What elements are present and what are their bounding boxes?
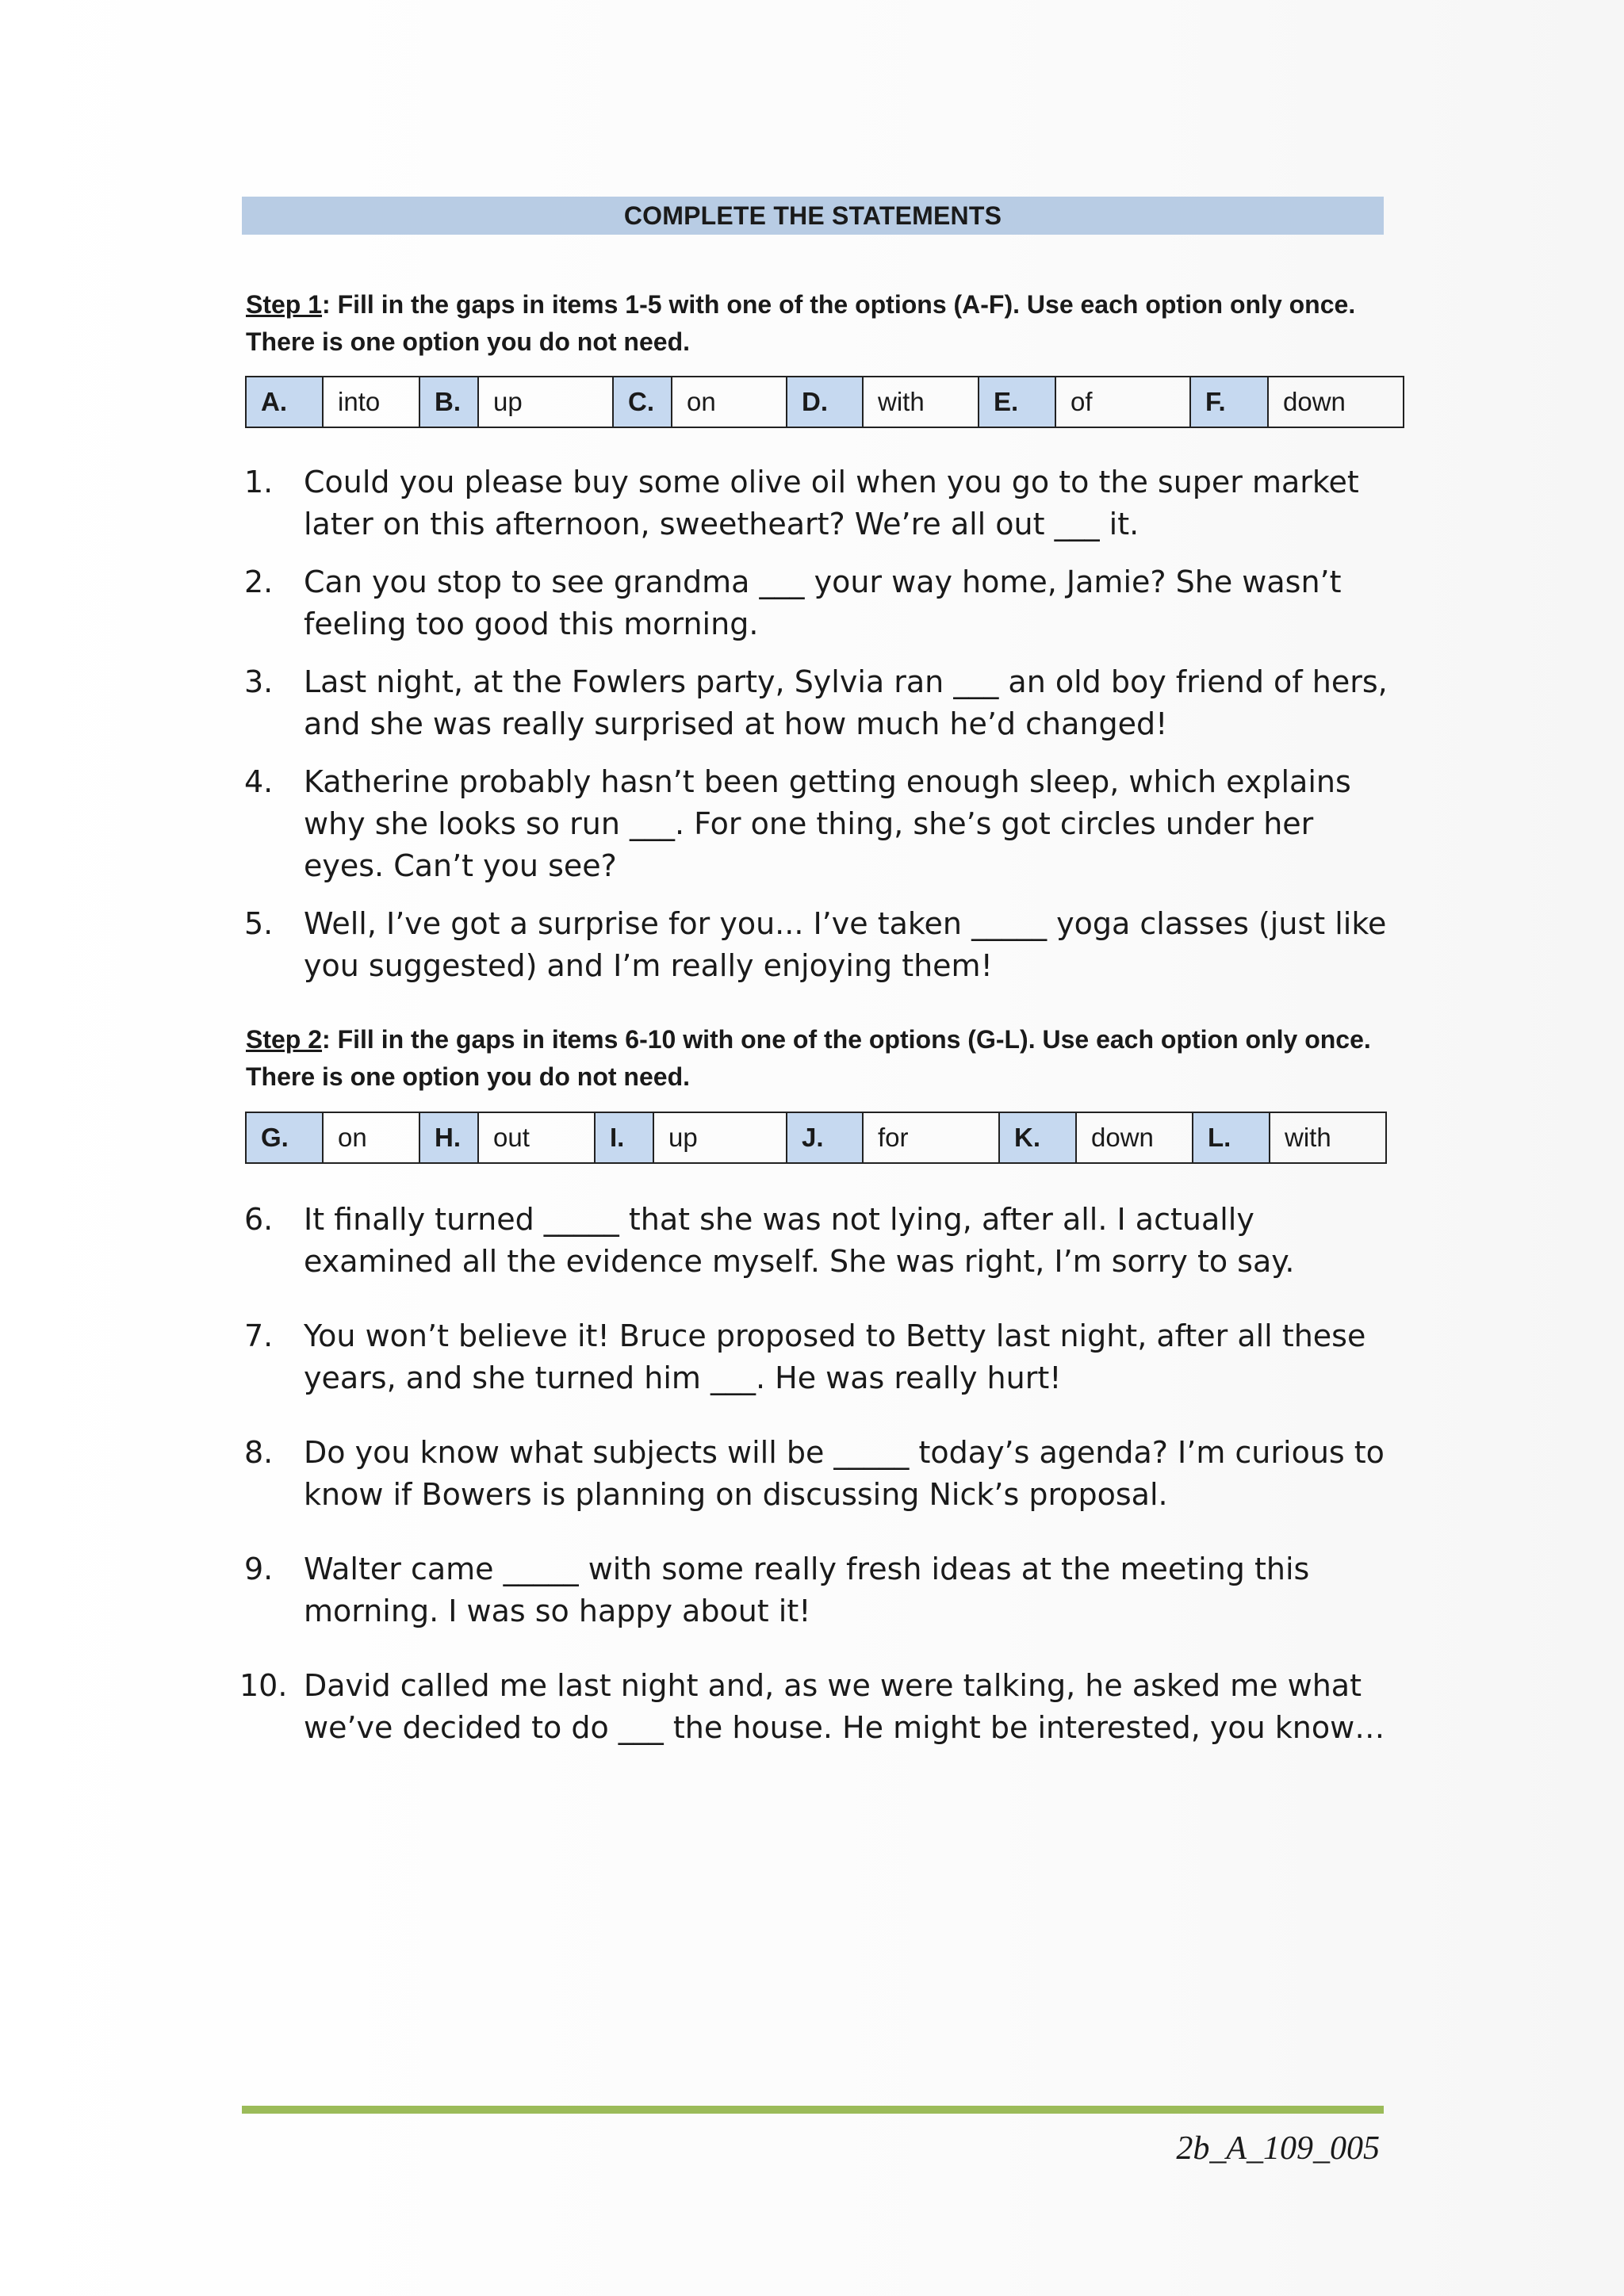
item-number: 7. <box>244 1318 274 1353</box>
item-text: It finally turned _____ that she was not lying, after all. I actually examined all the evidence myself. She was right, I’m sorry to say. <box>304 1202 1295 1279</box>
option-word: for <box>863 1112 999 1163</box>
item-number: 6. <box>244 1202 274 1237</box>
list-item <box>242 1548 1400 1632</box>
item-number: 8. <box>244 1435 274 1470</box>
step1-options-table <box>245 376 1404 428</box>
options-row <box>246 377 1404 427</box>
option-letter: E. <box>979 377 1055 427</box>
list-item <box>242 761 1400 887</box>
option-letter: G. <box>246 1112 323 1163</box>
step1-label: Step 1 <box>246 290 323 319</box>
list-item <box>242 561 1400 645</box>
item-text: You won’t believe it! Bruce proposed to Betty last night, after all these years, and she turned him ___. He was really hurt! <box>304 1318 1366 1395</box>
option-letter: F. <box>1190 377 1268 427</box>
option-letter: B. <box>419 377 478 427</box>
option-word: of <box>1055 377 1190 427</box>
list-item <box>239 1665 1400 1749</box>
step2-options-table <box>245 1112 1387 1164</box>
list-item <box>242 461 1400 545</box>
item-number: 2. <box>244 564 274 599</box>
list-item <box>242 1315 1400 1399</box>
option-word: out <box>478 1112 595 1163</box>
option-word: up <box>478 377 613 427</box>
step1-instruction <box>246 286 1396 361</box>
item-text: Last night, at the Fowlers party, Sylvia ran ___ an old boy friend of hers, and she was really surprised at how much he’d changed! <box>304 664 1388 741</box>
step2-label: Step 2 <box>246 1025 323 1054</box>
option-word: on <box>323 1112 419 1163</box>
option-word: on <box>672 377 787 427</box>
item-number: 4. <box>244 764 274 799</box>
option-letter: D. <box>787 377 863 427</box>
options-row <box>246 1112 1386 1163</box>
list-item <box>242 1199 1400 1283</box>
item-number: 5. <box>244 906 274 941</box>
option-letter: C. <box>613 377 672 427</box>
option-word: with <box>863 377 979 427</box>
step1-text: : Fill in the gaps in items 1-5 with one of the options (A-F). Use each option only once. There is one option you do not need. <box>246 290 1356 356</box>
item-text: Walter came _____ with some really fresh ideas at the meeting this morning. I was so happy about it! <box>304 1552 1310 1628</box>
step2-items <box>239 1199 1400 1749</box>
option-letter: K. <box>999 1112 1076 1163</box>
list-item <box>242 1432 1400 1516</box>
item-text: Katherine probably hasn’t been getting enough sleep, which explains why she looks so run ___. For one thing, she’s got circles under her eyes. Can’t you see? <box>304 764 1351 883</box>
option-word: up <box>653 1112 787 1163</box>
option-letter: I. <box>595 1112 653 1163</box>
step1-items <box>242 461 1400 987</box>
option-word: down <box>1076 1112 1193 1163</box>
item-text: Can you stop to see grandma ___ your way home, Jamie? She wasn’t feeling too good this morning. <box>304 564 1342 641</box>
document-code: 2b_A_109_005 <box>1176 2130 1380 2167</box>
page-title: COMPLETE THE STATEMENTS <box>242 197 1384 235</box>
item-number: 3. <box>244 664 274 699</box>
option-letter: A. <box>246 377 323 427</box>
item-text: Could you please buy some olive oil when you go to the super market later on this afternoon, sweetheart? We’re all out ___ it. <box>304 465 1359 541</box>
item-text: Well, I’ve got a surprise for you... I’ve taken _____ yoga classes (just like you suggested) and I’m really enjoying them! <box>304 906 1387 983</box>
footer-divider <box>242 2106 1384 2114</box>
item-number: 9. <box>244 1552 274 1586</box>
step2-text: : Fill in the gaps in items 6-10 with one of the options (G-L). Use each option only once. There is one option you do not need. <box>246 1025 1371 1091</box>
step2-instruction <box>246 1021 1396 1096</box>
option-letter: L. <box>1193 1112 1270 1163</box>
item-number: 1. <box>244 465 274 499</box>
option-word: down <box>1268 377 1404 427</box>
option-word: into <box>323 377 419 427</box>
list-item <box>242 661 1400 745</box>
item-text: David called me last night and, as we were talking, he asked me what we’ve decided to do ___ the house. He might be interested, you know… <box>304 1668 1385 1745</box>
option-letter: H. <box>419 1112 478 1163</box>
option-letter: J. <box>787 1112 863 1163</box>
item-number: 10. <box>239 1668 288 1703</box>
option-word: with <box>1270 1112 1386 1163</box>
item-text: Do you know what subjects will be _____ today’s agenda? I’m curious to know if Bowers is planning on discussing Nick’s proposal. <box>304 1435 1385 1512</box>
list-item <box>242 903 1400 987</box>
